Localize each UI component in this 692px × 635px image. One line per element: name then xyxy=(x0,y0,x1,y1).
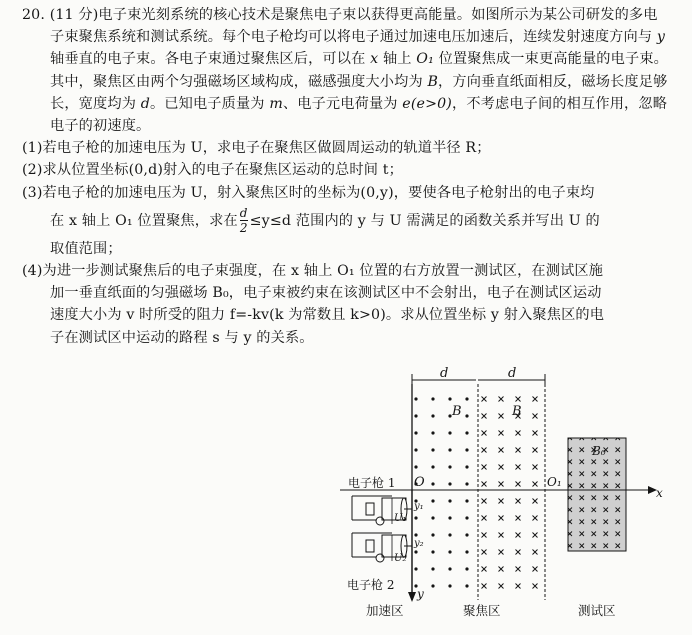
question-4-line-3: 速度大小为 v 时所受的阻力 f=-kv(k 为常数且 k>0)。求从位置坐标 y 射入聚焦区的电 xyxy=(50,307,605,324)
region-focus-label: 聚焦区 xyxy=(463,603,501,618)
intro-text: 轴垂直的电子束。各电子束通过聚焦区后，可以在 xyxy=(50,51,366,68)
field-b0-label: B₀ xyxy=(592,444,606,458)
o1-label: O₁ xyxy=(547,475,562,489)
q3-text: 在 x 轴上 O₁ 位置聚焦，求在 xyxy=(50,212,238,229)
gun-2-y-label: y₂ xyxy=(414,538,424,549)
fraction-denominator: 2 xyxy=(239,221,248,236)
gun-2-cathode-icon xyxy=(366,540,374,552)
intro-text: 。已知电子质量为 xyxy=(149,95,265,112)
intro-text: 轴上 xyxy=(382,51,412,68)
y-axis-label: y xyxy=(417,587,424,601)
region-accel-label: 加速区 xyxy=(366,603,404,618)
focus-region xyxy=(412,384,545,600)
intro-var-b: B xyxy=(427,73,439,90)
gun-1-y-label: y₁ xyxy=(414,501,424,512)
intro-text: ，方向垂直纸面相反，磁场长度足够长，宽度均为 xyxy=(50,73,668,112)
intro-var-e: e(e>0) xyxy=(402,95,452,112)
intro-var-o1: O₁ xyxy=(416,51,434,68)
x-axis-label: x xyxy=(656,486,663,500)
intro-var-m: m xyxy=(269,95,283,112)
origin-label: O xyxy=(414,475,425,490)
gun-1-label: 电子枪 1 xyxy=(348,476,396,490)
field-b-left: B xyxy=(452,404,462,419)
region-labels xyxy=(366,603,616,618)
intro-var-y: y xyxy=(656,29,666,46)
fraction-numerator: d xyxy=(239,206,248,221)
question-4-line-2: 加一垂直纸面的匀强磁场 B₀，电子束被约束在该测试区中不会射出，电子在测试区运动 xyxy=(50,285,602,302)
width-label-right: d xyxy=(508,366,517,381)
problem-points: (11 分) xyxy=(49,7,99,23)
intro-var-x: x xyxy=(370,51,379,68)
intro-text: 位置聚焦成一束更高能量的电子束。其中，聚焦区由两个匀强磁场区域构成，磁感强度大小均为 xyxy=(50,51,668,90)
q3-text: ≤y≤d 范围内的 y 与 U 需满足的函数关系并写出 U 的 xyxy=(249,212,600,229)
gun-2-voltage: U₂ xyxy=(394,553,407,564)
field-b-right: B xyxy=(512,404,522,419)
question-3-line-1: (3)若电子枪的加速电压为 U，射入聚焦区时的坐标为(0,y)，要使各电子枪射出的电子束均 xyxy=(22,184,595,201)
problem-number: 20. xyxy=(22,7,46,23)
width-label-left: d xyxy=(440,366,449,381)
intro-text: ，不考虑电子间的相互作用，忽略电子的初速度。 xyxy=(50,95,668,135)
gun-1-voltage: U₁ xyxy=(394,513,407,524)
intro-var-d: d xyxy=(140,95,150,112)
question-1: (1)若电子枪的加速电压为 U，求电子在聚焦区做圆周运动的轨道半径 R； xyxy=(22,140,491,157)
width-dimension xyxy=(412,366,545,386)
region-test-label: 测试区 xyxy=(578,603,616,618)
test-region xyxy=(568,438,626,551)
field-into-page xyxy=(479,388,544,596)
gun-2-label: 电子枪 2 xyxy=(347,578,395,592)
question-3-line-3: 取值范围； xyxy=(50,240,122,257)
y-axis-arrow-icon xyxy=(408,592,416,602)
question-2: (2)求从位置坐标(0,d)射入的电子在聚焦区运动的总时间 t； xyxy=(22,162,403,179)
question-4-line-1: (4)为进一步测试聚焦后的电子束强度，在 x 轴上 O₁ 位置的右方放置一测试区，在测试区施 xyxy=(22,263,604,280)
field-out-of-page xyxy=(413,388,477,596)
intro-text: 电子束光刻系统的核心技术是聚焦电子束以获得更高能量。如图所示为某公司研发的多电子束聚焦系统和测试系统。每个电子枪均可以将电子通过加速电压加速后，连续发射速度方向与 xyxy=(50,7,658,46)
gun-1-cathode-icon xyxy=(366,503,374,515)
intro-text: 、电子元电荷量为 xyxy=(282,95,398,112)
question-4-line-4: 子在测试区中运动的路程 s 与 y 的关系。 xyxy=(50,329,314,346)
